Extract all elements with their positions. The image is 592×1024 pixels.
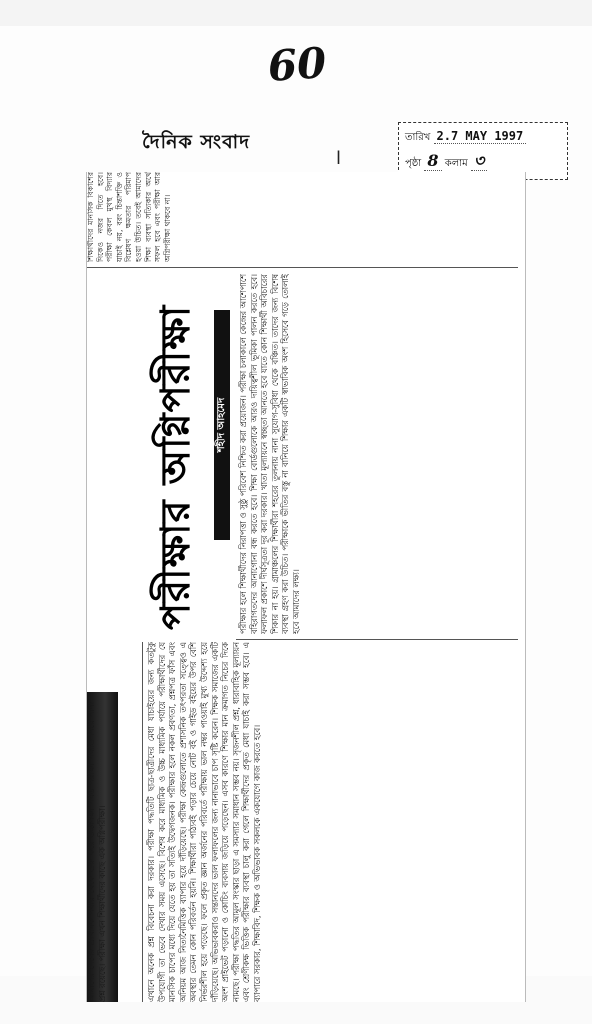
stamp-page-value: 8	[424, 151, 441, 171]
scan-top-edge	[0, 0, 592, 26]
stamp-page-row	[405, 151, 487, 171]
newspaper-name: দৈনিক সংবাদ	[142, 131, 251, 153]
stamp-page-label: পৃষ্ঠা	[405, 158, 422, 169]
article-column-1: এখানে অনেক প্রশ্ন বিবেচনা করা দরকার। পরীক্ষা পদ্ধতিটি ছাত্র-ছাত্রীদের মেধা যাচাইয়ের জন্য কতটুকু উপযোগী তা ভেবে দেখার সময় এসেছে। বিশেষ করে মাধ্যমিক ও উচ্চ মাধ্যমিক পর্যায়ে পরীক্ষার্থীদের যে মানসিক চাপের মধ্যে দিয়ে যেতে হয় তা সত্যিই উদ্বেগজনক। পরীক্ষার হলে নকল প্রবণতা, প্রশ্নপত্র ফাঁস এবং অনিয়ম আজ নিত্যনৈমিত্তিক ব্যাপার হয়ে দাঁড়িয়েছে। পরীক্ষা কেন্দ্রগুলোতে প্রশাসনিক তৎপরতা সত্ত্বেও এ অবস্থার তেমন কোন পরিবর্তন হয়নি। শিক্ষার্থীরা পাঠ্যবই পড়ার চেয়ে নোট বই ও গাইড বইয়ের উপর বেশি নির্ভরশীল হয়ে পড়েছে। ফলে প্রকৃত জ্ঞান অর্জনের পরিবর্তে পরীক্ষায় ভাল নম্বর পাওয়াই মুখ্য উদ্দেশ্য হয়ে দাঁড়িয়েছে। অভিভাবকরাও সন্তানদের ভাল ফলাফলের জন্য নানাভাবে চাপ সৃষ্টি করেন। শিক্ষক সমাজের একটি অংশ প্রাইভেট পড়ানো ও কোচিং ব্যবসায় জড়িয়ে পড়েছেন। এসব কারণে শিক্ষার মান ক্রমাগত নিচের দিকে নামছে। পরীক্ষা পদ্ধতির আমূল সংস্কার ছাড়া এ সমস্যার সমাধান সম্ভব নয়। সৃজনশীল প্রশ্ন, ধারাবাহিক মূল্যায়ন এবং শ্রেণীকক্ষ ভিত্তিক পরীক্ষার ব্যবস্থা চালু করা গেলে শিক্ষার্থীদের প্রকৃত মেধা যাচাই করা সম্ভব হবে। এ ব্যাপারে সরকার, শিক্ষাবিদ, শিক্ষক ও অভিভাবক সকলকে একযোগে কাজ করতে হবে।	[146, 642, 262, 1002]
stamp-column-value: ৩	[471, 151, 487, 171]
stamp-date-value: 2.7 MAY 1997	[434, 129, 527, 144]
article-column-2: পরীক্ষার হলে শিক্ষার্থীদের নিরাপত্তা ও সুষ্ঠু পরিবেশ নিশ্চিত করা প্রয়োজন। পরীক্ষা চলাকালে কেন্দ্রের আশেপাশে বহিরাগতদের আনাগোনা বন্ধ করতে হবে। শিক্ষা বোর্ডগুলোকে আরও দায়িত্বশীল ভূমিকা পালন করতে হবে। ফলাফল প্রকাশে দীর্ঘসূত্রতা দূর করা দরকার। খাতা মূল্যায়নে স্বচ্ছতা আনতে হবে যাতে কোন শিক্ষার্থী অবিচারের শিকার না হয়। গ্রামাঞ্চলের শিক্ষার্থীরা শহরের তুলনায় নানা সুযোগ-সুবিধা থেকে বঞ্চিত। তাদের জন্য বিশেষ ব্যবস্থা গ্রহণ করা উচিত। পরীক্ষাকে ভীতির বস্তু না বানিয়ে শিক্ষার একটি স্বাভাবিক অংশ হিসেবে গড়ে তোলাই হবে আমাদের লক্ষ্য।	[238, 274, 301, 634]
article-column-3: শিক্ষার্থীদের মানসিক বিকাশের দিকেও নজর দিতে হবে। পরীক্ষা কেবল মুখস্থ বিদ্যার যাচাই নয়, বরং চিন্তাশক্তি ও বিশ্লেষণ ক্ষমতার পরিমাপ হওয়া উচিত। তবেই আমাদের শিক্ষা ব্যবস্থা সত্যিকার অর্থে সফল হবে এবং পরীক্ষা আর অগ্নিপরীক্ষা থাকবে না।	[86, 172, 172, 262]
article-column-top: আমাদের দেশের প্রাথমিক পর্যায় থেকে শুরু করে উচ্চশিক্ষা পর্যন্ত পরীক্ষা পদ্ধতি নিয়ে নানা প্রশ্ন রয়েছে। পরীক্ষা এখন শিক্ষার্থীদের কাছে এক অগ্নিপরীক্ষা।	[86, 702, 107, 1002]
handwritten-tick-mark: l	[336, 148, 342, 169]
stamp-date-row	[405, 126, 526, 146]
handwritten-page-number: 60	[266, 38, 328, 91]
clipping-border	[86, 172, 526, 1002]
article-byline: শহীদ আহমেদ	[214, 310, 230, 540]
stamp-date-label: তারিখ	[405, 132, 431, 143]
article-headline: পরীক্ষার অগ্নিপরীক্ষা	[153, 304, 199, 630]
stamp-column-label: কলাম	[444, 158, 468, 169]
newspaper-clipping	[86, 172, 526, 1002]
